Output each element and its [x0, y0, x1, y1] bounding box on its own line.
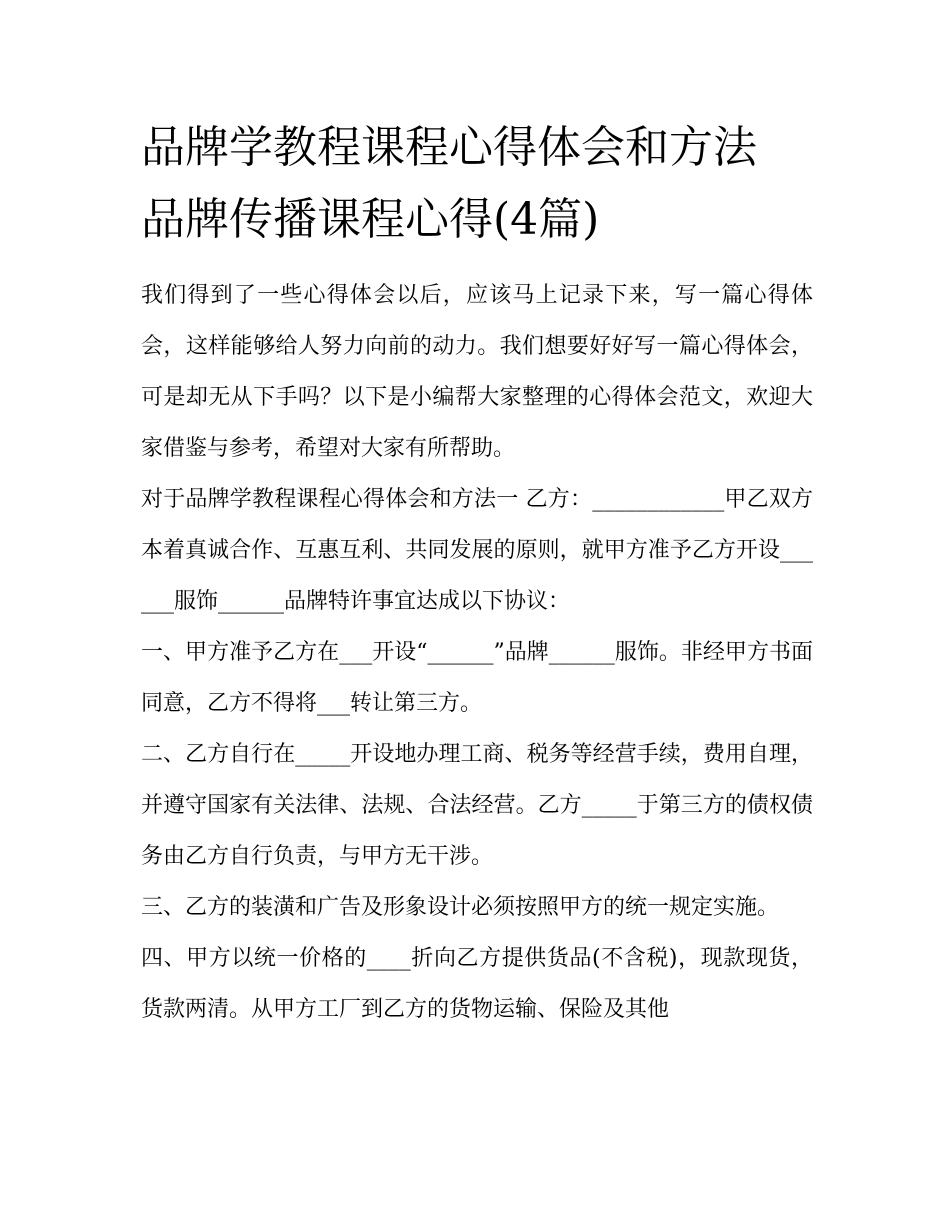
clause-1-paragraph: 一、甲方准予乙方在___开设“______”品牌______服饰。非经甲方书面同意，乙方不得将___转让第三方。 — [141, 640, 813, 716]
document-content — [141, 112, 813, 1035]
document-title: 品牌学教程课程心得体会和方法 品牌传播课程心得(4篇) — [141, 122, 757, 245]
clause-4-paragraph: 四、甲方以统一价格的____折向乙方提供货品(不含税)，现款现货，货款两清。从甲方工厂到乙方的货物运输、保险及其他 — [141, 946, 813, 1022]
intro-paragraph: 我们得到了一些心得体会以后，应该马上记录下来，写一篇心得体会，这样能够给人努力向前的动力。我们想要好好写一篇心得体会，可是却无从下手吗？以下是小编帮大家整理的心得体会范文，欢迎大家借鉴与参考，希望对大家有所帮助。 — [141, 283, 813, 461]
clause-2-paragraph: 二、乙方自行在_____开设地办理工商、税务等经营手续，费用自理，并遵守国家有关法律、法规、合法经营。乙方_____于第三方的债权债务由乙方自行负责，与甲方无干涉。 — [141, 742, 813, 869]
document-body — [141, 270, 813, 1035]
clause-3-paragraph: 三、乙方的装潢和广告及形象设计必须按照甲方的统一规定实施。 — [141, 895, 780, 920]
agreement-preamble-paragraph: 对于品牌学教程课程心得体会和方法一 乙方：____________甲乙双方本着真诚合作、互惠互利、共同发展的原则，就甲方准予乙方开设______服饰______品牌特许事宜达成以下协议： — [141, 487, 813, 614]
